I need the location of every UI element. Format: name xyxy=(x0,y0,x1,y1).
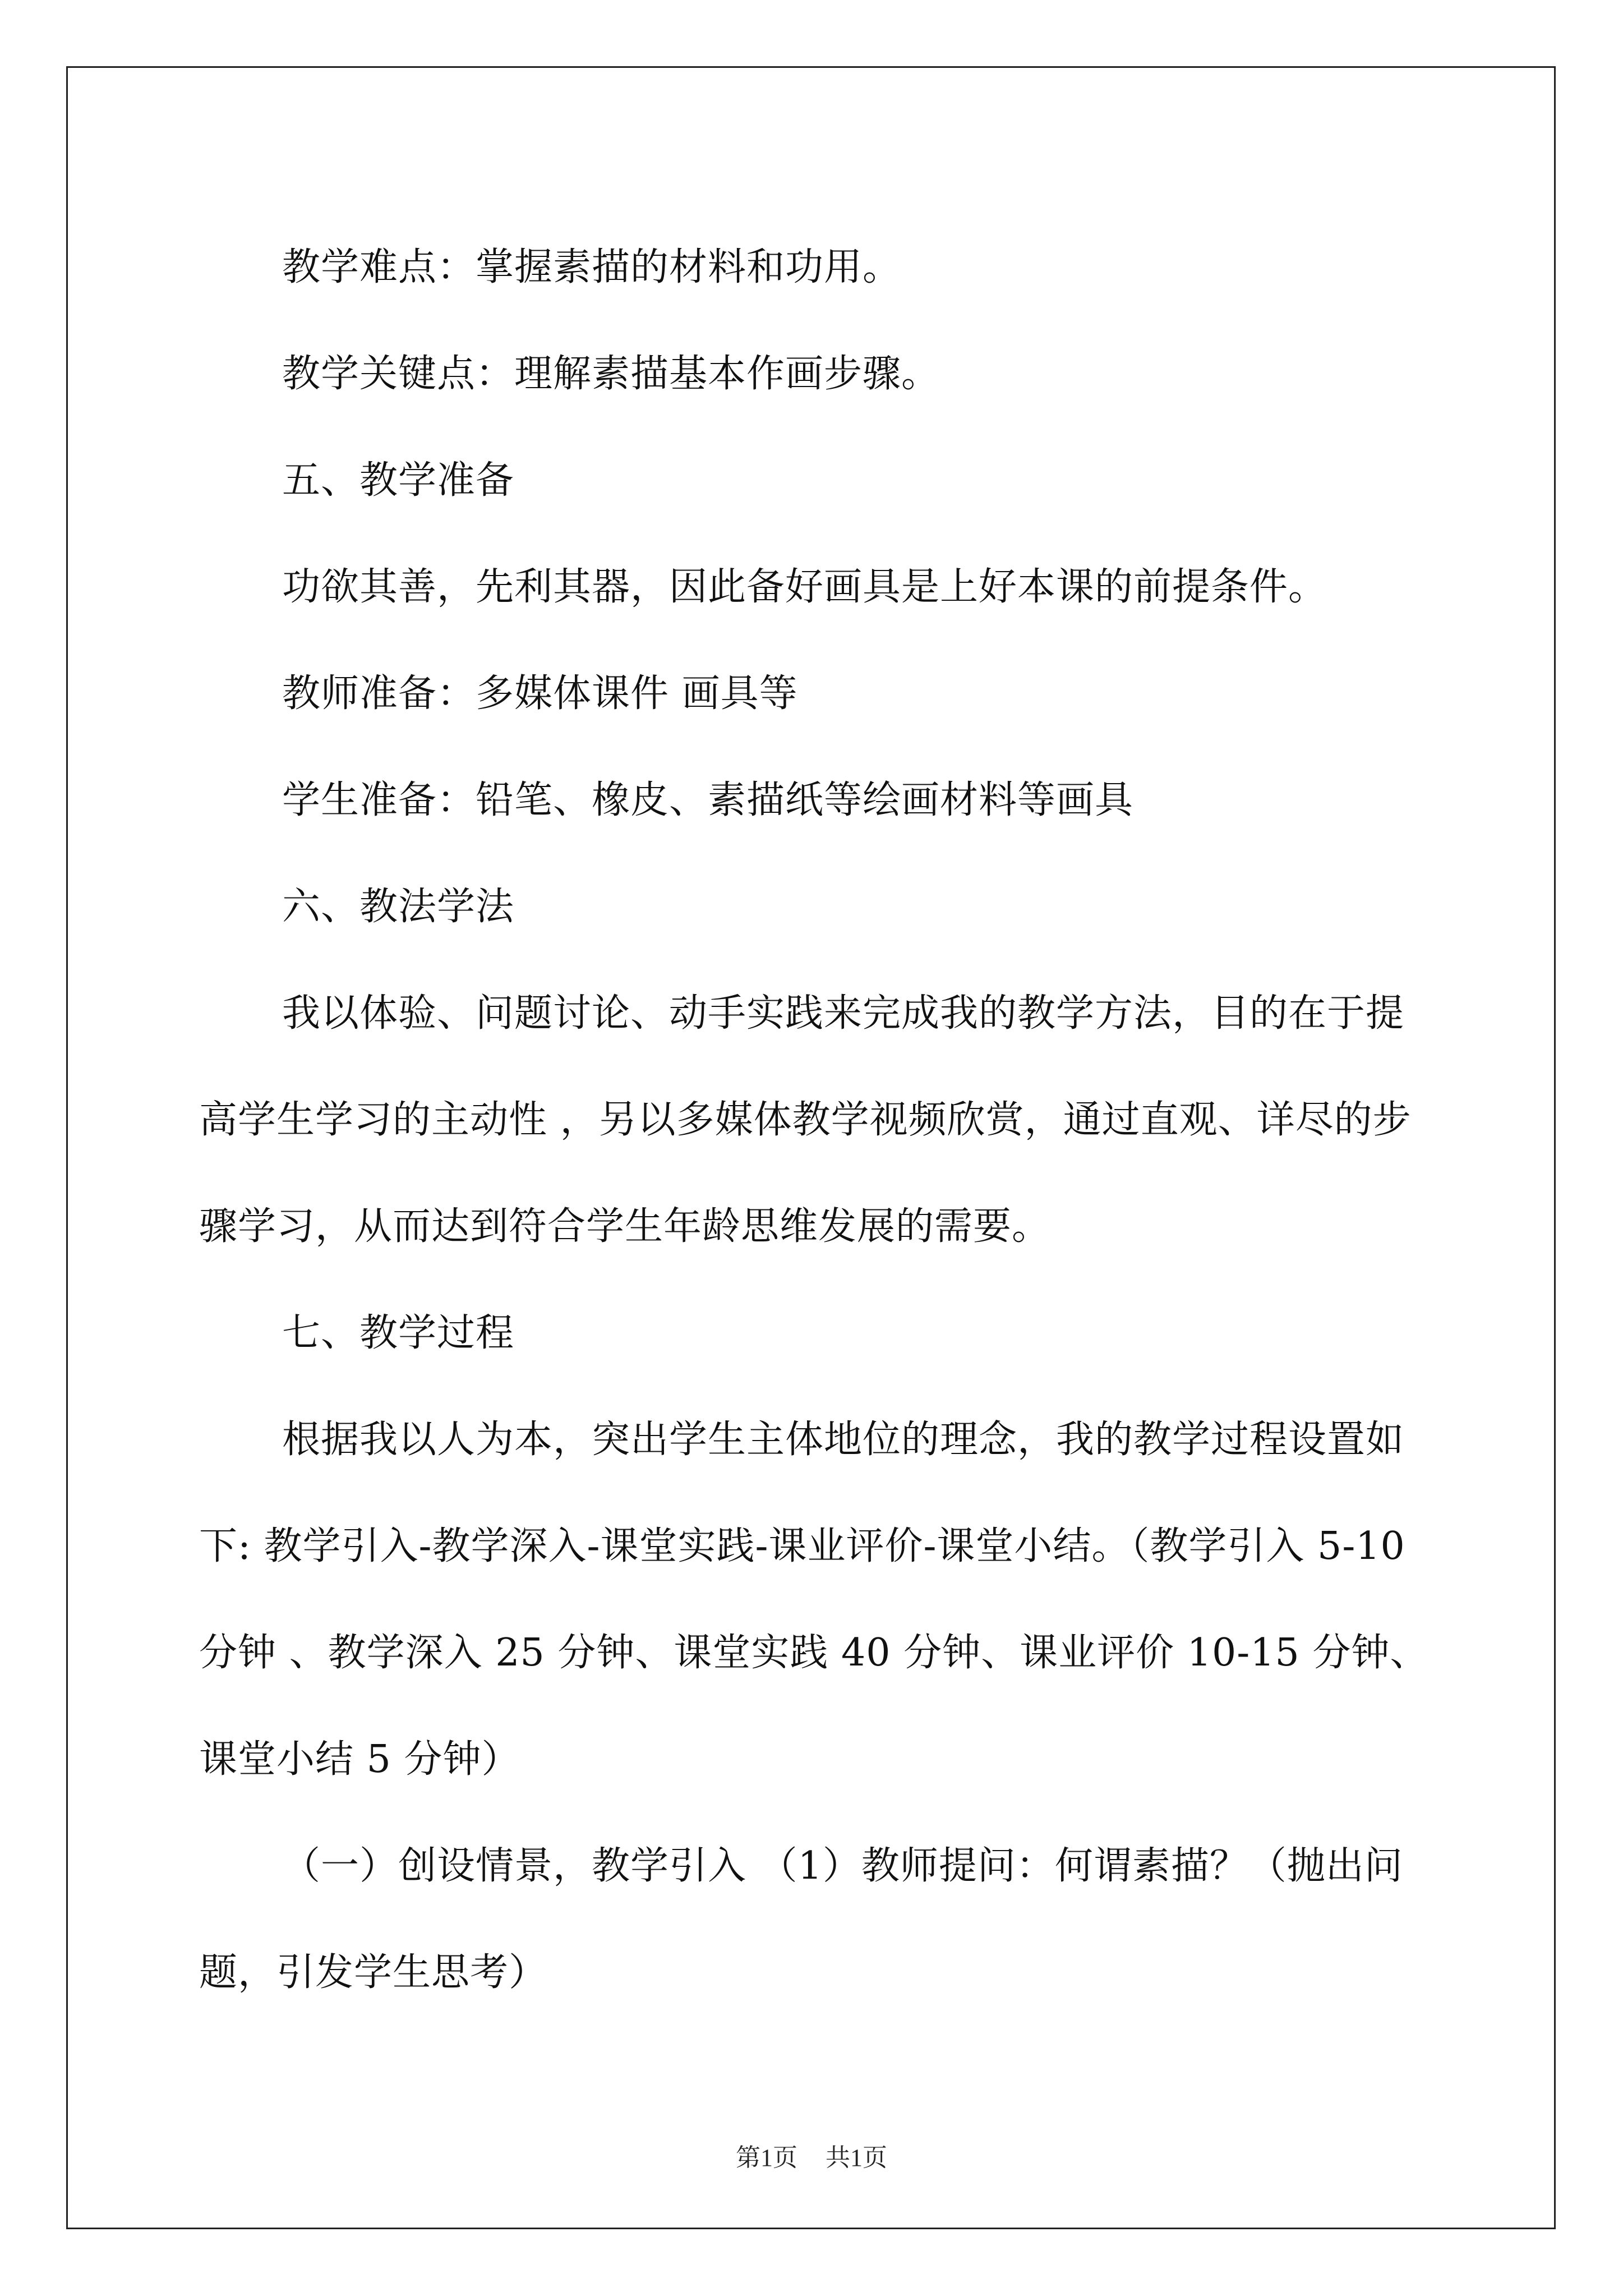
paragraph-preparation-intro: 功欲其善，先利其器，因此备好画具是上好本课的前提条件。 xyxy=(282,565,1327,609)
paragraph-methods: 我以体验、问题讨论、动手实践来完成我的教学方法，目的在于提高学生学习的主动性 ，另以多媒体教学视频欣赏，通过直观、详尽的步骤学习，从而达到符合学生年龄思维发展的需要。 xyxy=(199,991,1412,1249)
paragraph-student-preparation: 学生准备：铅笔、橡皮、素描纸等绘画材料等画具 xyxy=(282,778,1134,822)
paragraph-teaching-difficulty: 教学难点：掌握素描的材料和功用。 xyxy=(282,245,902,289)
section-heading-methods: 六、教法学法 xyxy=(282,885,515,929)
page-number-current: 第1页 xyxy=(736,2144,797,2171)
page-footer xyxy=(0,2137,1623,2173)
document-body xyxy=(199,214,1438,2026)
paragraph-process: 根据我以人为本，突出学生主体地位的理念，我的教学过程设置如下: 教学引入-教学深入-课堂实践-课业评价-课堂小结。（教学引入 5-10 分钟 、教学深入 25 分钟、课堂实践 40 分钟、课业评价 10-15 分钟、课堂小结 5 分钟） xyxy=(199,1418,1429,1782)
paragraph-teaching-key-point: 教学关键点：理解素描基本作画步骤。 xyxy=(282,352,940,396)
paragraph-scenario-intro: （一）创设情景，教学引入 （1）教师提问：何谓素描？（抛出问题，引发学生思考） xyxy=(199,1844,1403,1995)
section-heading-process: 七、教学过程 xyxy=(282,1311,515,1355)
page-number-total: 共1页 xyxy=(826,2144,887,2171)
paragraph-teacher-preparation: 教师准备：多媒体课件 画具等 xyxy=(282,671,798,716)
section-heading-preparation: 五、教学准备 xyxy=(282,458,515,503)
